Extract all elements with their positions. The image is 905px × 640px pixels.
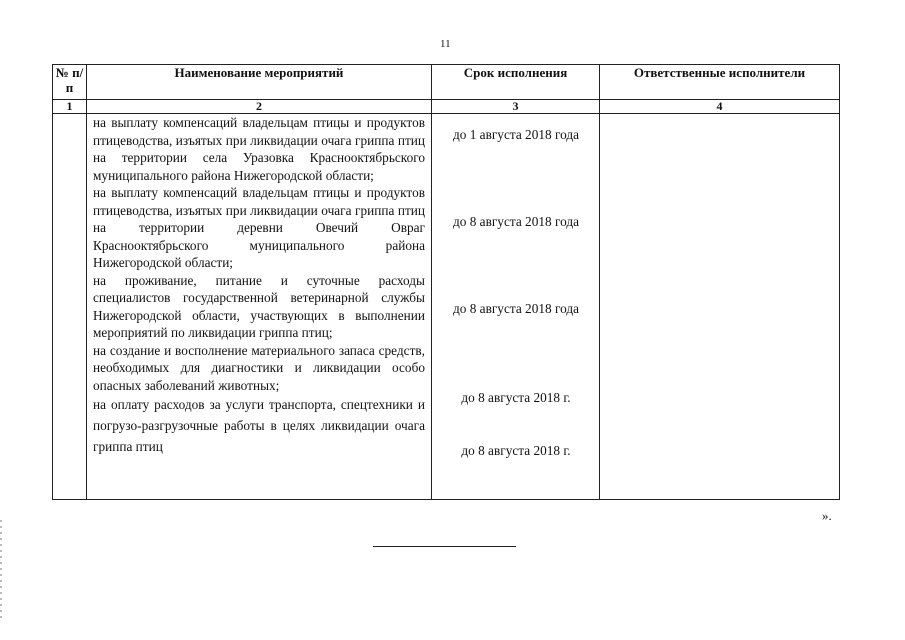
table-row <box>53 114 840 500</box>
deadline-text: до 8 августа 2018 г. <box>461 443 571 458</box>
separator-line <box>373 546 516 547</box>
header-num: № п/п <box>53 65 87 100</box>
deadline-text: до 1 августа 2018 года <box>452 127 580 142</box>
column-number: 3 <box>432 100 600 114</box>
header-responsible: Ответственные исполнители <box>600 65 840 100</box>
column-number: 1 <box>53 100 87 114</box>
deadline-text: до 8 августа 2018 года <box>452 301 580 316</box>
header-name: Наименование мероприятий <box>87 65 432 100</box>
responsible-cell <box>600 114 840 500</box>
header-deadline: Срок исполнения <box>432 65 600 100</box>
list-item: на выплату компенсаций владельцам птицы и продуктов птицеводства, изъятых при ликвидации очага гриппа птиц на территории деревни Овечий Овраг Краснооктябрьского муниципального района Нижегородской области; <box>93 185 425 270</box>
closing-quote: ». <box>822 508 832 523</box>
list-item: на выплату компенсаций владельцам птицы и продуктов птицеводства, изъятых при ликвидации очага гриппа птиц на территории села Уразовка Краснооктябрьского муниципального района Нижегородской области; <box>93 115 425 183</box>
column-number: 2 <box>87 100 432 114</box>
list-item: на оплату расходов за услуги транспорта, спецтехники и погрузо-разгрузочные работы в целях ликвидации очага гриппа птиц <box>93 397 425 454</box>
scan-edge-mark <box>0 520 2 620</box>
column-number-row <box>53 100 840 114</box>
column-number: 4 <box>600 100 840 114</box>
deadline-text: до 8 августа 2018 года <box>452 214 580 229</box>
list-item: на создание и восполнение материального запаса средств, необходимых для диагностики и ликвидации особо опасных заболеваний животных; <box>93 342 425 393</box>
num-cell <box>53 114 87 500</box>
page-number: 11 <box>440 38 451 50</box>
deadline-text: до 8 августа 2018 г. <box>461 390 571 405</box>
action-plan-table <box>52 64 840 500</box>
deadline-cell <box>432 114 600 500</box>
table-header-row <box>53 65 840 100</box>
list-item: на проживание, питание и суточные расходы специалистов государственной ветеринарной службы Нижегородской области, участвующих в выполнении мероприятий по ликвидации гриппа птиц; <box>93 272 425 340</box>
activities-cell <box>87 114 432 500</box>
